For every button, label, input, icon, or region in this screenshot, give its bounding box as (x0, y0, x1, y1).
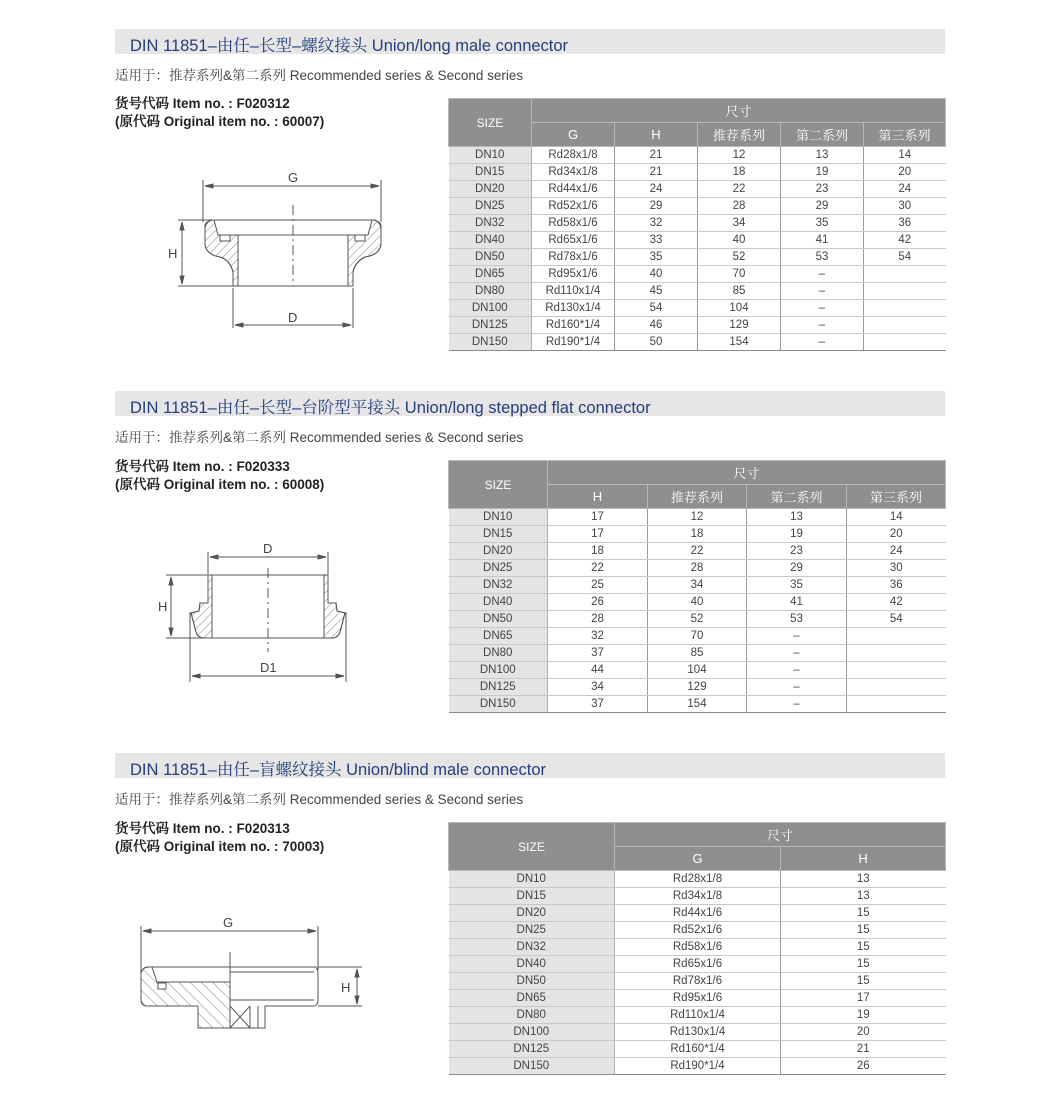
table-row (449, 215, 946, 232)
value-cell: 70 (698, 266, 781, 283)
table-row (449, 662, 946, 679)
table-row (449, 990, 946, 1007)
section-title-bar (115, 391, 945, 416)
value-cell: 22 (548, 560, 648, 577)
value-cell: 30 (864, 198, 946, 215)
value-cell: 22 (648, 543, 747, 560)
value-cell: Rd160*1/4 (615, 1041, 781, 1058)
value-cell (864, 266, 946, 283)
long-male-connector-drawing (150, 160, 400, 340)
value-cell: 37 (548, 645, 648, 662)
dimension-label-h: H (341, 980, 351, 995)
table-row (449, 334, 946, 351)
item-number: 货号代码 Item no. : F020333 (115, 459, 290, 474)
value-cell: 12 (648, 509, 747, 526)
size-cell: DN40 (449, 594, 548, 611)
value-cell: 34 (648, 577, 747, 594)
value-cell: Rd34x1/8 (532, 164, 615, 181)
value-cell: 28 (648, 560, 747, 577)
value-cell: Rd28x1/8 (532, 147, 615, 164)
size-header: SIZE (449, 823, 615, 871)
value-cell: Rd44x1/6 (615, 905, 781, 922)
value-cell: 34 (548, 679, 648, 696)
value-cell: 15 (781, 922, 946, 939)
value-cell: 19 (747, 526, 847, 543)
value-cell: 23 (781, 181, 864, 198)
value-cell: 36 (847, 577, 946, 594)
value-cell: 19 (781, 1007, 946, 1024)
item-number-block (115, 458, 324, 494)
size-cell: DN25 (449, 560, 548, 577)
table-row (449, 645, 946, 662)
size-cell: DN125 (449, 317, 532, 334)
value-cell: Rd65x1/6 (532, 232, 615, 249)
value-cell: 34 (698, 215, 781, 232)
table-row (449, 939, 946, 956)
value-cell: 18 (548, 543, 648, 560)
value-cell: Rd190*1/4 (615, 1058, 781, 1075)
table-row (449, 198, 946, 215)
value-cell: 35 (615, 249, 698, 266)
value-cell: 42 (847, 594, 946, 611)
column-header: H (781, 847, 946, 871)
table-row (449, 164, 946, 181)
value-cell: 40 (615, 266, 698, 283)
size-cell: DN50 (449, 611, 548, 628)
value-cell: 32 (548, 628, 648, 645)
table-row (449, 181, 946, 198)
section-title: DIN 11851–由任–长型–台阶型平接头 Union/long stepped flat connector (130, 399, 651, 417)
value-cell: 44 (548, 662, 648, 679)
dimension-label-d1: D1 (260, 660, 277, 675)
value-cell (864, 334, 946, 351)
value-cell: 13 (747, 509, 847, 526)
value-cell: Rd52x1/6 (532, 198, 615, 215)
size-cell: DN40 (449, 956, 615, 973)
item-number: 货号代码 Item no. : F020312 (115, 96, 290, 111)
spec-table (448, 460, 946, 713)
value-cell: 20 (864, 164, 946, 181)
value-cell: Rd190*1/4 (532, 334, 615, 351)
value-cell: 15 (781, 973, 946, 990)
value-cell: – (747, 696, 847, 713)
value-cell (864, 300, 946, 317)
dimension-label-h: H (158, 599, 168, 614)
value-cell: 18 (698, 164, 781, 181)
value-cell: Rd58x1/6 (615, 939, 781, 956)
size-cell: DN40 (449, 232, 532, 249)
table-row (449, 577, 946, 594)
value-cell: 19 (781, 164, 864, 181)
value-cell: 17 (548, 526, 648, 543)
value-cell: 24 (847, 543, 946, 560)
size-cell: DN80 (449, 1007, 615, 1024)
value-cell: Rd58x1/6 (532, 215, 615, 232)
value-cell: – (747, 679, 847, 696)
table-row (449, 594, 946, 611)
table-row (449, 973, 946, 990)
dimensions-group-header: 尺寸 (548, 461, 946, 485)
original-item-number: (原代码 Original item no. : 70003) (115, 839, 325, 854)
value-cell: 40 (648, 594, 747, 611)
size-cell: DN32 (449, 939, 615, 956)
item-number-block (115, 95, 324, 131)
table-row (449, 611, 946, 628)
column-header: 第二系列 (781, 123, 864, 147)
value-cell: 20 (847, 526, 946, 543)
size-cell: DN65 (449, 628, 548, 645)
value-cell: Rd34x1/8 (615, 888, 781, 905)
table-row (449, 509, 946, 526)
value-cell: 28 (548, 611, 648, 628)
value-cell: Rd95x1/6 (615, 990, 781, 1007)
value-cell: 41 (781, 232, 864, 249)
size-cell: DN20 (449, 181, 532, 198)
dimensions-group-header: 尺寸 (615, 823, 946, 847)
column-header: 第三系列 (847, 485, 946, 509)
value-cell: – (747, 662, 847, 679)
value-cell: Rd160*1/4 (532, 317, 615, 334)
column-header: 推荐系列 (648, 485, 747, 509)
value-cell: 42 (864, 232, 946, 249)
size-cell: DN15 (449, 526, 548, 543)
value-cell: 41 (747, 594, 847, 611)
table-row (449, 249, 946, 266)
value-cell: 35 (781, 215, 864, 232)
value-cell: 104 (648, 662, 747, 679)
value-cell: 13 (781, 871, 946, 888)
value-cell: 21 (781, 1041, 946, 1058)
value-cell: 52 (698, 249, 781, 266)
dimensions-group-header: 尺寸 (532, 99, 946, 123)
table-row (449, 679, 946, 696)
size-cell: DN80 (449, 283, 532, 300)
size-cell: DN100 (449, 1024, 615, 1041)
value-cell: 37 (548, 696, 648, 713)
size-cell: DN80 (449, 645, 548, 662)
value-cell: Rd130x1/4 (615, 1024, 781, 1041)
table-row (449, 283, 946, 300)
table-row (449, 696, 946, 713)
table-row (449, 232, 946, 249)
value-cell: 36 (864, 215, 946, 232)
size-cell: DN150 (449, 696, 548, 713)
value-cell (847, 696, 946, 713)
value-cell: 85 (648, 645, 747, 662)
value-cell: 24 (864, 181, 946, 198)
spec-table (448, 822, 946, 1075)
table-row (449, 147, 946, 164)
value-cell: 26 (548, 594, 648, 611)
size-cell: DN50 (449, 249, 532, 266)
value-cell (847, 679, 946, 696)
value-cell: 15 (781, 939, 946, 956)
value-cell: 129 (648, 679, 747, 696)
value-cell: – (781, 334, 864, 351)
value-cell: 21 (615, 147, 698, 164)
table-row (449, 300, 946, 317)
size-cell: DN20 (449, 543, 548, 560)
value-cell: 14 (847, 509, 946, 526)
value-cell: Rd130x1/4 (532, 300, 615, 317)
column-header: H (548, 485, 648, 509)
value-cell: – (781, 283, 864, 300)
size-cell: DN100 (449, 300, 532, 317)
column-header: H (615, 123, 698, 147)
value-cell: 45 (615, 283, 698, 300)
value-cell: Rd110x1/4 (532, 283, 615, 300)
value-cell: 46 (615, 317, 698, 334)
value-cell: 129 (698, 317, 781, 334)
size-cell: DN10 (449, 147, 532, 164)
column-header: G (615, 847, 781, 871)
table-row (449, 317, 946, 334)
value-cell: 154 (698, 334, 781, 351)
value-cell: – (747, 645, 847, 662)
size-cell: DN150 (449, 1058, 615, 1075)
applies-to-text: 适用于：推荐系列&第二系列 Recommended series & Second series (115, 68, 524, 83)
section-title-bar (115, 29, 945, 54)
value-cell: 104 (698, 300, 781, 317)
blind-male-connector-drawing (130, 900, 380, 1040)
value-cell: 53 (781, 249, 864, 266)
size-cell: DN25 (449, 198, 532, 215)
size-cell: DN125 (449, 1041, 615, 1058)
table-row (449, 871, 946, 888)
value-cell: 30 (847, 560, 946, 577)
table-row (449, 526, 946, 543)
dimension-label-d: D (288, 310, 298, 325)
section-title-bar (115, 753, 945, 778)
value-cell: 52 (648, 611, 747, 628)
value-cell: 40 (698, 232, 781, 249)
dimension-label-g: G (288, 170, 299, 185)
value-cell: – (747, 628, 847, 645)
value-cell (847, 662, 946, 679)
section-title: DIN 11851–由任–盲螺纹接头 Union/blind male connector (130, 761, 547, 779)
dimension-label-h: H (168, 246, 178, 261)
value-cell: 17 (781, 990, 946, 1007)
value-cell: 54 (864, 249, 946, 266)
size-cell: DN15 (449, 888, 615, 905)
dimension-label-d: D (263, 541, 273, 556)
value-cell: 12 (698, 147, 781, 164)
table-row (449, 543, 946, 560)
size-cell: DN65 (449, 990, 615, 1007)
size-cell: DN32 (449, 215, 532, 232)
value-cell: 29 (615, 198, 698, 215)
size-cell: DN50 (449, 973, 615, 990)
table-row (449, 1007, 946, 1024)
size-cell: DN150 (449, 334, 532, 351)
value-cell: 85 (698, 283, 781, 300)
original-item-number: (原代码 Original item no. : 60008) (115, 477, 325, 492)
size-header: SIZE (449, 461, 548, 509)
value-cell: 18 (648, 526, 747, 543)
table-row (449, 628, 946, 645)
spec-table (448, 98, 946, 351)
value-cell: 33 (615, 232, 698, 249)
value-cell: – (781, 266, 864, 283)
value-cell: 24 (615, 181, 698, 198)
size-cell: DN65 (449, 266, 532, 283)
value-cell: 26 (781, 1058, 946, 1075)
value-cell: Rd52x1/6 (615, 922, 781, 939)
value-cell: 21 (615, 164, 698, 181)
value-cell: 54 (615, 300, 698, 317)
column-header: 第二系列 (747, 485, 847, 509)
value-cell: 22 (698, 181, 781, 198)
table-row (449, 956, 946, 973)
value-cell (847, 628, 946, 645)
value-cell: 23 (747, 543, 847, 560)
value-cell: 53 (747, 611, 847, 628)
size-cell: DN20 (449, 905, 615, 922)
value-cell: – (781, 317, 864, 334)
size-cell: DN10 (449, 509, 548, 526)
value-cell: 50 (615, 334, 698, 351)
value-cell: 17 (548, 509, 648, 526)
value-cell: 20 (781, 1024, 946, 1041)
value-cell: 154 (648, 696, 747, 713)
value-cell: Rd44x1/6 (532, 181, 615, 198)
section-title: DIN 11851–由任–长型–螺纹接头 Union/long male connector (130, 37, 569, 55)
value-cell: 70 (648, 628, 747, 645)
value-cell: 54 (847, 611, 946, 628)
table-row (449, 888, 946, 905)
value-cell: 29 (747, 560, 847, 577)
size-cell: DN15 (449, 164, 532, 181)
column-header: G (532, 123, 615, 147)
column-header: 第三系列 (864, 123, 946, 147)
value-cell (864, 317, 946, 334)
value-cell: 32 (615, 215, 698, 232)
size-cell: DN125 (449, 679, 548, 696)
item-number: 货号代码 Item no. : F020313 (115, 821, 290, 836)
size-cell: DN25 (449, 922, 615, 939)
value-cell: Rd65x1/6 (615, 956, 781, 973)
table-row (449, 1041, 946, 1058)
applies-to-text: 适用于：推荐系列&第二系列 Recommended series & Second series (115, 430, 524, 445)
value-cell: 14 (864, 147, 946, 164)
value-cell: Rd110x1/4 (615, 1007, 781, 1024)
value-cell: Rd78x1/6 (615, 973, 781, 990)
dimension-label-g: G (223, 915, 234, 930)
value-cell (864, 283, 946, 300)
value-cell: Rd95x1/6 (532, 266, 615, 283)
table-row (449, 1024, 946, 1041)
table-row (449, 922, 946, 939)
value-cell: – (781, 300, 864, 317)
value-cell (847, 645, 946, 662)
size-header: SIZE (449, 99, 532, 147)
size-cell: DN100 (449, 662, 548, 679)
stepped-flat-connector-drawing (150, 530, 390, 690)
value-cell: 15 (781, 905, 946, 922)
size-cell: DN32 (449, 577, 548, 594)
value-cell: 28 (698, 198, 781, 215)
value-cell: 35 (747, 577, 847, 594)
value-cell: 15 (781, 956, 946, 973)
original-item-number: (原代码 Original item no. : 60007) (115, 114, 325, 129)
value-cell: Rd78x1/6 (532, 249, 615, 266)
value-cell: 25 (548, 577, 648, 594)
size-cell: DN10 (449, 871, 615, 888)
table-row (449, 560, 946, 577)
table-row (449, 266, 946, 283)
value-cell: Rd28x1/8 (615, 871, 781, 888)
applies-to-text: 适用于：推荐系列&第二系列 Recommended series & Second series (115, 792, 524, 807)
column-header: 推荐系列 (698, 123, 781, 147)
value-cell: 13 (781, 147, 864, 164)
table-row (449, 905, 946, 922)
table-row (449, 1058, 946, 1075)
value-cell: 13 (781, 888, 946, 905)
value-cell: 29 (781, 198, 864, 215)
item-number-block (115, 820, 324, 856)
